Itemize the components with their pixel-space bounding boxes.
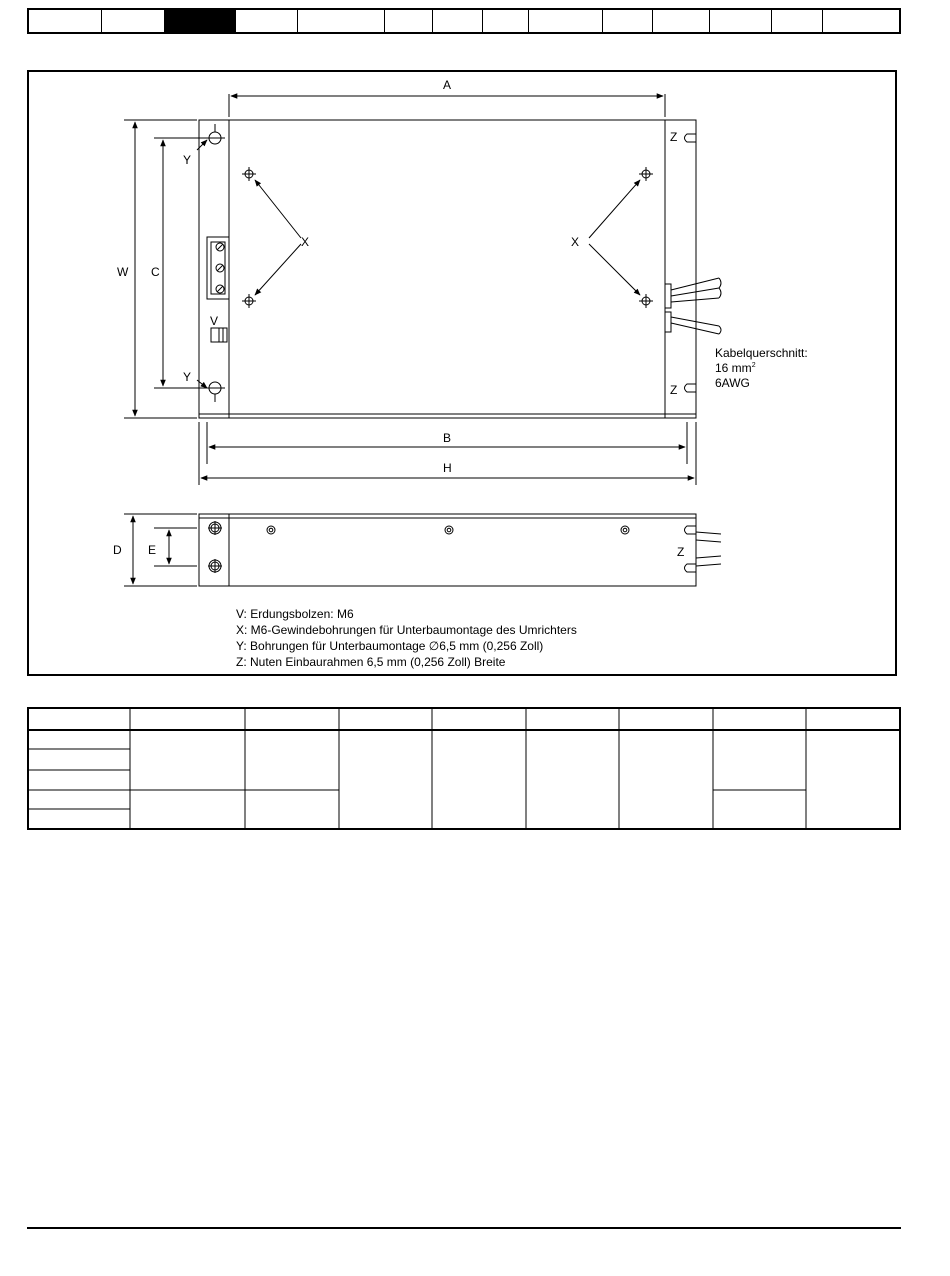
dim-label-c: C xyxy=(151,265,160,279)
nav-cell-6[interactable] xyxy=(385,10,433,32)
terminal-block xyxy=(207,237,229,299)
nav-cell-5[interactable] xyxy=(298,10,386,32)
dim-label-w: W xyxy=(117,265,129,279)
nav-cell-13[interactable] xyxy=(772,10,824,32)
marker-z-top: Z xyxy=(670,130,678,144)
legend-line: Z: Nuten Einbaurahmen 6,5 mm (0,256 Zoll) Breite xyxy=(236,655,506,669)
filter-drawing-svg xyxy=(29,72,895,674)
marker-y-top: Y xyxy=(183,153,192,167)
nav-cell-1[interactable] xyxy=(29,10,102,32)
nav-cell-2[interactable] xyxy=(102,10,166,32)
keyhole-top-left xyxy=(205,124,225,144)
marker-x-left: X xyxy=(301,235,310,249)
footer-rule xyxy=(27,1227,901,1229)
table-grid xyxy=(29,709,899,828)
dimension-drawing xyxy=(27,70,897,676)
dim-label-a: A xyxy=(443,78,452,92)
marker-y-bottom: Y xyxy=(183,370,192,384)
marker-z-side: Z xyxy=(677,545,685,559)
mount-hole-icon xyxy=(639,167,653,181)
legend-line: X: M6-Gewindebohrungen für Unterbaumontage des Umrichters xyxy=(236,623,577,637)
side-view xyxy=(199,514,721,586)
legend xyxy=(236,606,577,670)
nav-cell-8[interactable] xyxy=(483,10,529,32)
nav-cell-3-active[interactable] xyxy=(165,10,236,32)
keyhole-bottom-left xyxy=(205,382,225,402)
legend-line: Y: Bohrungen für Unterbaumontage ∅6,5 mm (0,256 Zoll) xyxy=(236,639,544,653)
top-view xyxy=(197,120,721,418)
dim-label-e: E xyxy=(148,543,157,557)
cable-note-line2: 16 $mm^2$ xyxy=(715,361,756,375)
nav-cell-12[interactable] xyxy=(710,10,772,32)
cable-note-line1: Kabelquerschnitt: xyxy=(715,346,808,360)
nav-cell-11[interactable] xyxy=(653,10,710,32)
mount-hole-icon xyxy=(242,167,256,181)
mount-hole-icon xyxy=(639,294,653,308)
earth-stud xyxy=(211,328,227,342)
nav-cell-10[interactable] xyxy=(603,10,653,32)
dim-label-h: H xyxy=(443,461,452,475)
output-cables xyxy=(665,278,721,334)
nav-cell-4[interactable] xyxy=(236,10,298,32)
cable-note-line3: 6AWG xyxy=(715,376,750,390)
dim-label-b: B xyxy=(443,431,452,445)
dimension-table xyxy=(27,707,901,830)
nav-cell-7[interactable] xyxy=(433,10,483,32)
legend-line: V: Erdungsbolzen: M6 xyxy=(236,607,354,621)
top-navigation-strip xyxy=(27,8,901,34)
mount-hole-icon xyxy=(242,294,256,308)
dim-label-d: D xyxy=(113,543,122,557)
nav-cell-14[interactable] xyxy=(823,10,899,32)
marker-z-bottom: Z xyxy=(670,383,678,397)
marker-x-right: X xyxy=(571,235,580,249)
nav-cell-9[interactable] xyxy=(529,10,604,32)
marker-v: V xyxy=(210,314,219,328)
